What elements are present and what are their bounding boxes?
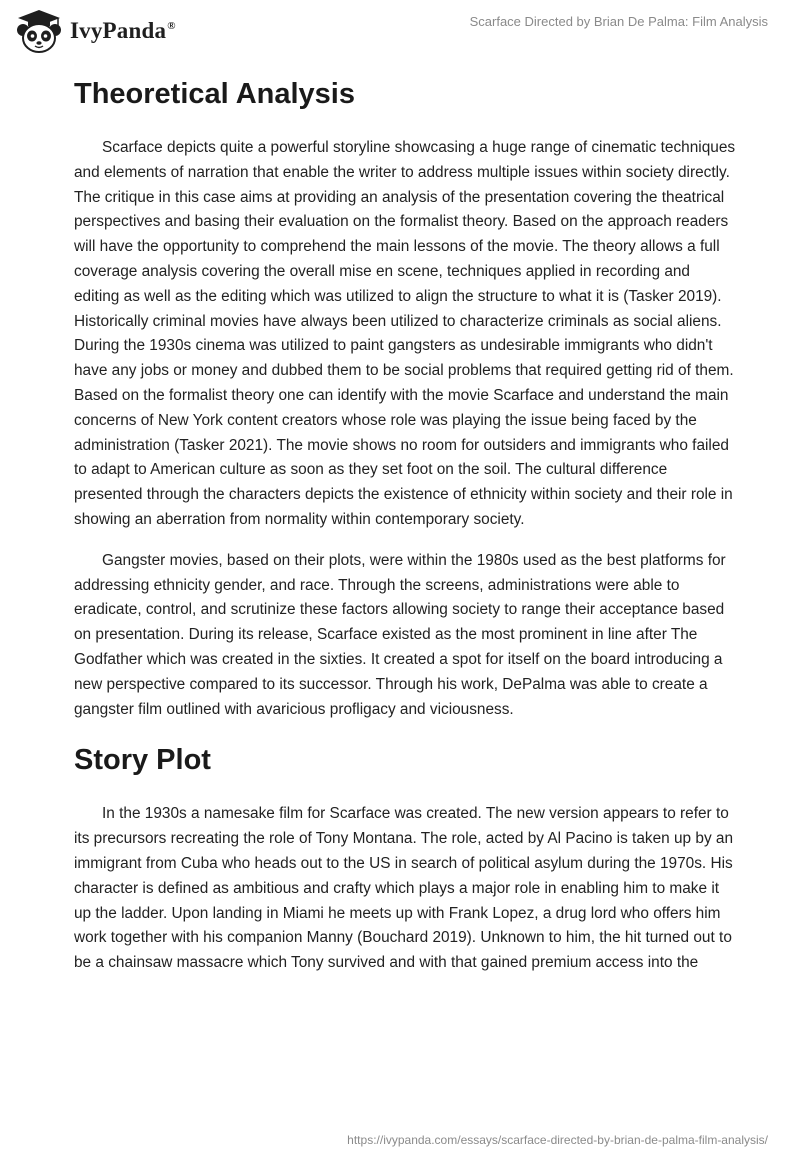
- body-paragraph: In the 1930s a namesake film for Scarface was created. The new version appears to refer to its precursors recreating the role of Tony Montana. The role, acted by Al Pacino is taken up by an immigrant from Cuba who heads out to the US in search of political asylum during the 1970s. His character is defined as ambitious and crafty which plays a major role in enabling him to make it up the ladder. Upon landing in Miami he meets up with Frank Lopez, a drug lord who offers him work together with his companion Manny (Bouchard 2019). Unknown to him, the hit turned out to be a chainsaw massacre which Tony survived and with that gained premium access into the: [74, 805, 734, 972]
- registered-mark: ®: [167, 20, 176, 33]
- page-header: [0, 0, 800, 60]
- section-heading-theoretical-analysis: Theoretical Analysis: [74, 78, 355, 110]
- source-url-link[interactable]: https://ivypanda.com/essays/scarface-directed-by-brian-de-palma-film-analysis/: [347, 1133, 768, 1147]
- section-heading-story-plot: Story Plot: [74, 744, 211, 777]
- brand-logo[interactable]: [14, 8, 176, 54]
- document-title: Scarface Directed by Brian De Palma: Film Analysis: [469, 14, 768, 29]
- brand-name: IvyPanda®: [70, 18, 176, 43]
- body-paragraph: Scarface depicts quite a powerful storyline showcasing a huge range of cinematic techniques and elements of narration that enable the writer to address multiple issues within society directly. The critique in this case aims at providing an analysis of the presentation covering the theatrical perspectives and basing their evaluation on the formalist theory. Based on the approach readers will have the opportunity to comprehend the main lessons of the movie. The theory allows a full coverage analysis covering the overall mise en scene, techniques applied in recording and editing as well as the editing which was utilized to align the structure to what it is (Tasker 2019). Historically criminal movies have always been utilized to characterize criminals as social aliens. During the 1930s cinema was utilized to paint gangsters as undesirable immigrants who didn't have any jobs or money and dubbed them to be social problems that required getting rid of them. Based on the formalist theory one can identify with the movie Scarface and understand the main concerns of New York content creators whose role was playing the issue being faced by the administration (Tasker 2021). The movie shows no room for outsiders and immigrants who failed to adapt to American culture as soon as they set foot on the soil. The cultural difference presented through the characters depicts the existence of ethnicity within society and their role in showing an aberration from normality within contemporary society.: [74, 139, 736, 528]
- panda-graduate-icon: [14, 8, 64, 54]
- essay-content: [74, 70, 736, 976]
- body-paragraph: Gangster movies, based on their plots, were within the 1980s used as the best platforms for addressing ethnicity gender, and race. Through the screens, administrations were able to eradicate, control, and scrutinize these factors allowing society to range their acceptance based on presentation. During its release, Scarface existed as the most prominent in line after The Godfather which was created in the sixties. It created a spot for itself on the board introducing a new perspective compared to its successor. Through his work, DePalma was able to create a gangster film outlined with avaricious profligacy and viciousness.: [74, 551, 726, 718]
